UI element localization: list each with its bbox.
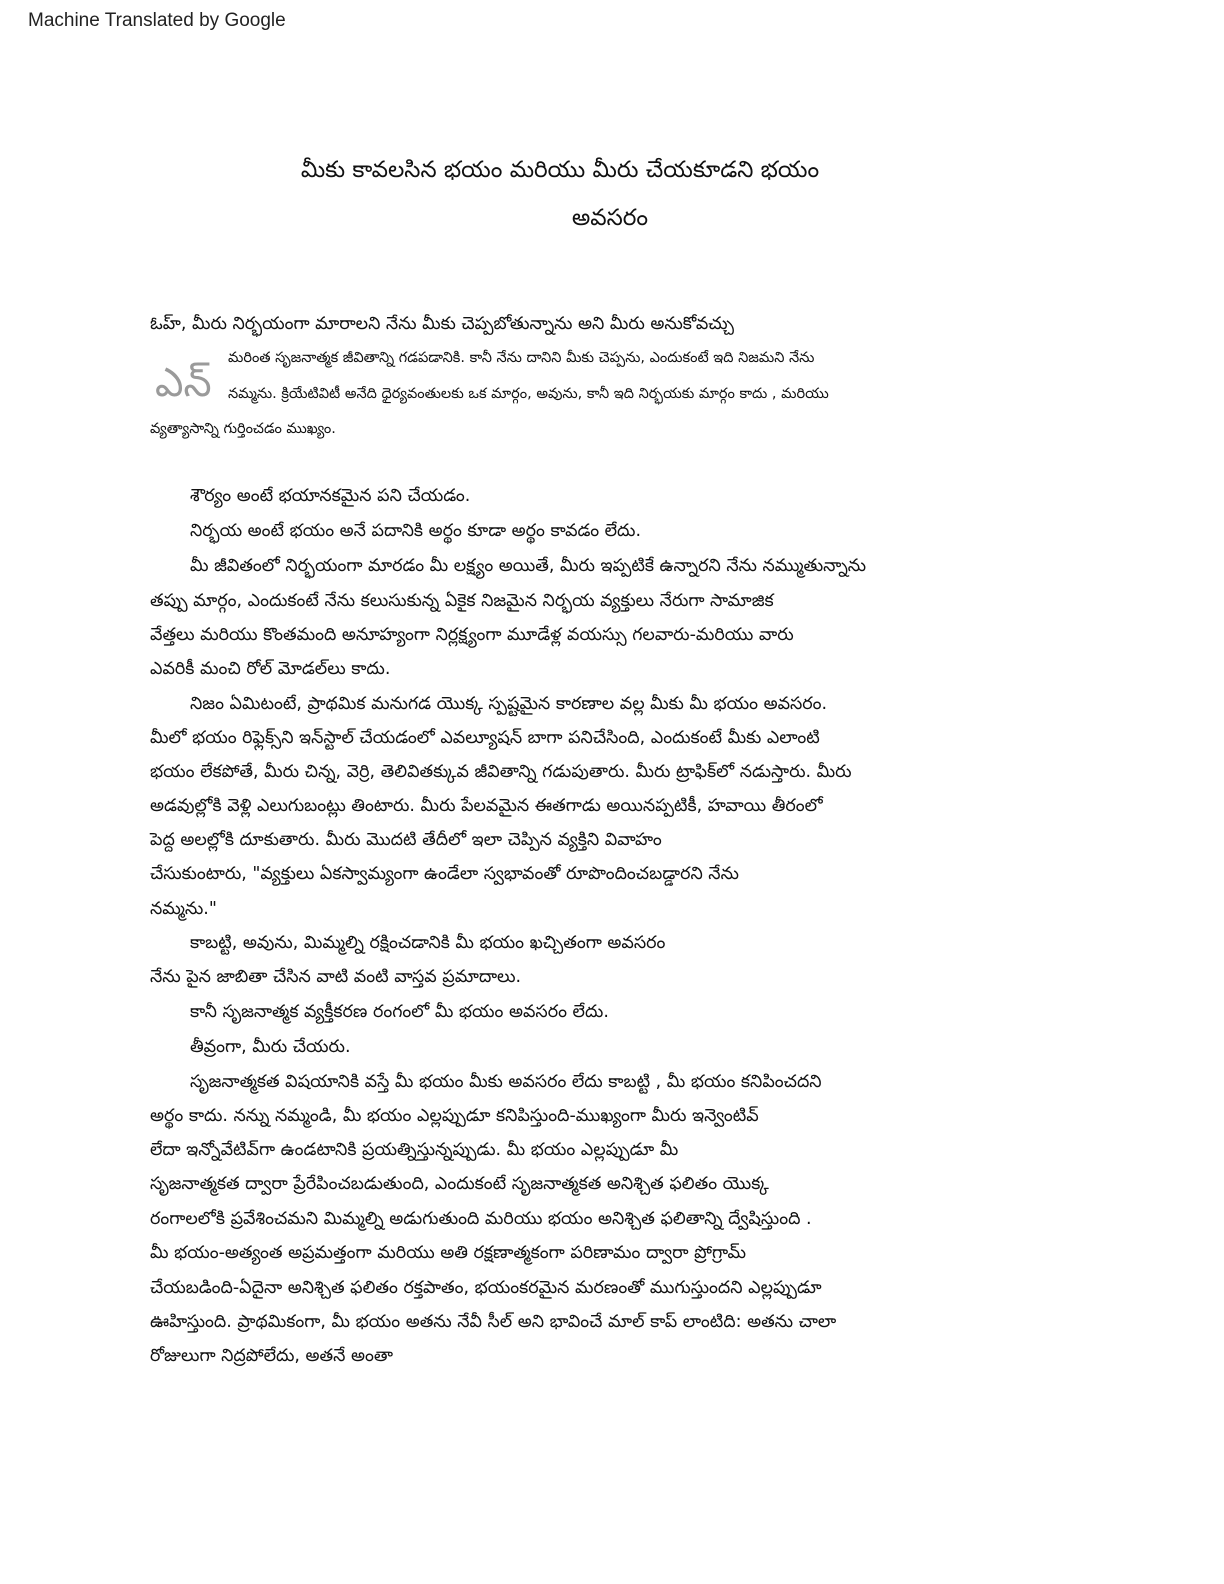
- body-line: కానీ సృజనాత్మక వ్యక్తీకరణ రంగంలో మీ భయం అవసరం లేదు.: [190, 1002, 609, 1022]
- body-line: ఊహిస్తుంది. ప్రాథమికంగా, మీ భయం అతను నేవీ సీల్ అని భావించే మాల్ కాప్ లాంటిది: అతను చాలా: [150, 1312, 837, 1332]
- body-line: ఎవరికీ మంచి రోల్ మోడల్‌లు కాదు.: [150, 659, 391, 679]
- body-line: నేను పైన జాబితా చేసిన వాటి వంటి వాస్తవ ప్రమాదాలు.: [150, 967, 522, 987]
- body-line: తీవ్రంగా, మీరు చేయరు.: [190, 1037, 351, 1057]
- body-line: రోజులుగా నిద్రపోలేదు, అతనే అంతా: [150, 1346, 393, 1366]
- intro-lead: ఓహ్, మీరు నిర్భయంగా మారాలని నేను మీకు చెప్పబోతున్నాను అని మీరు అనుకోవచ్చు: [150, 314, 734, 334]
- body-line: మీ జీవితంలో నిర్భయంగా మారడం మీ లక్ష్యం అయితే, మీరు ఇప్పటికే ఉన్నారని నేను నమ్ముతున్నాను: [190, 556, 867, 576]
- body-line: వేత్తలు మరియు కొంతమంది అనూహ్యంగా నిర్లక్ష్యంగా మూడేళ్ల వయస్సు గలవారు-మరియు వారు: [150, 625, 794, 645]
- body-line: నిర్భయ అంటే భయం అనే పదానికి అర్థం కూడా అర్థం కావడం లేదు.: [190, 521, 642, 541]
- body-line: మీ భయం-అత్యంత అప్రమత్తంగా మరియు అతి రక్షణాత్మకంగా పరిణామం ద్వారా ప్రోగ్రామ్: [150, 1243, 746, 1263]
- page-title-line-1: మీకు కావలసిన భయం మరియు మీరు చేయకూడని భయం: [300, 157, 820, 183]
- body-line: నిజం ఏమిటంటే, ప్రాథమిక మనుగడ యొక్క స్పష్టమైన కారణాల వల్ల మీకు మీ భయం అవసరం.: [190, 694, 828, 714]
- body-line: శౌర్యం అంటే భయానకమైన పని చేయడం.: [190, 486, 471, 506]
- intro-line: వ్యత్యాసాన్ని గుర్తించడం ముఖ్యం.: [150, 421, 336, 437]
- body-line: తప్పు మార్గం, ఎందుకంటే నేను కలుసుకున్న ఏకైక నిజమైన నిర్భయ వ్యక్తులు నేరుగా సామాజిక: [150, 591, 774, 611]
- body-line: సృజనాత్మకత ద్వారా ప్రేరేపించబడుతుంది, ఎందుకంటే సృజనాత్మకత అనిశ్చిత ఫలితం యొక్క: [150, 1174, 769, 1194]
- page-title-line-2: అవసరం: [571, 205, 649, 231]
- body-line: అర్థం కాదు. నన్ను నమ్మండి, మీ భయం ఎల్లప్పుడూ కనిపిస్తుంది-ముఖ్యంగా మీరు ఇన్వెంటివ్: [150, 1106, 759, 1126]
- body-line: అడవుల్లోకి వెళ్లి ఎలుగుబంట్లు తింటారు. మీరు పేలవమైన ఈతగాడు అయినప్పటికీ, హవాయి తీరంలో: [150, 796, 823, 816]
- intro-line: నమ్మను. క్రియేటివిటీ అనేది ధైర్యవంతులకు ఒక మార్గం, అవును, కానీ ఇది నిర్భయకు మార్గం కాదు , మరియు: [228, 386, 829, 402]
- body-line: చేసుకుంటారు, "వ్యక్తులు ఏకస్వామ్యంగా ఉండేలా స్వభావంతో రూపొందించబడ్డారని నేను: [150, 864, 739, 884]
- body-line: లేదా ఇన్నోవేటివ్‌గా ఉండటానికి ప్రయత్నిస్తున్నప్పుడు. మీ భయం ఎల్లప్పుడూ మీ: [150, 1140, 679, 1160]
- intro-line: మరింత సృజనాత్మక జీవితాన్ని గడపడానికి. కానీ నేను దానిని మీకు చెప్పను, ఎందుకంటే ఇది నిజమని నేను: [228, 350, 815, 366]
- body-line: మీలో భయం రిఫ్లెక్స్‌ని ఇన్‌స్టాల్ చేయడంలో ఎవల్యూషన్ బాగా పనిచేసింది, ఎందుకంటే మీకు ఎలాంటి: [150, 728, 820, 748]
- body-line: కాబట్టి, అవును, మిమ్మల్ని రక్షించడానికి మీ భయం ఖచ్చితంగా అవసరం: [190, 933, 666, 953]
- body-line: రంగాలలోకి ప్రవేశించమని మిమ్మల్ని అడుగుతుంది మరియు భయం అనిశ్చిత ఫలితాన్ని ద్వేషిస్తుంది .: [150, 1209, 812, 1229]
- body-line: సృజనాత్మకత విషయానికి వస్తే మీ భయం మీకు అవసరం లేదు కాబట్టి , మీ భయం కనిపించదని: [190, 1072, 822, 1092]
- drop-cap: ఎన్: [155, 360, 212, 406]
- machine-translation-banner: Machine Translated by Google: [28, 10, 286, 31]
- body-line: పెద్ద అలల్లోకి దూకుతారు. మీరు మొదటి తేదీలో ఇలా చెప్పిన వ్యక్తిని వివాహం: [150, 830, 662, 850]
- body-line: చేయబడింది-ఏదైనా అనిశ్చిత ఫలితం రక్తపాతం, భయంకరమైన మరణంతో ముగుస్తుందని ఎల్లప్పుడూ: [150, 1278, 822, 1298]
- body-line: నమ్మను.": [150, 899, 217, 919]
- body-line: భయం లేకపోతే, మీరు చిన్న, వెర్రి, తెలివితక్కువ జీవితాన్ని గడుపుతారు. మీరు ట్రాఫిక్‌లో నడుస్తారు. మీరు: [150, 762, 852, 782]
